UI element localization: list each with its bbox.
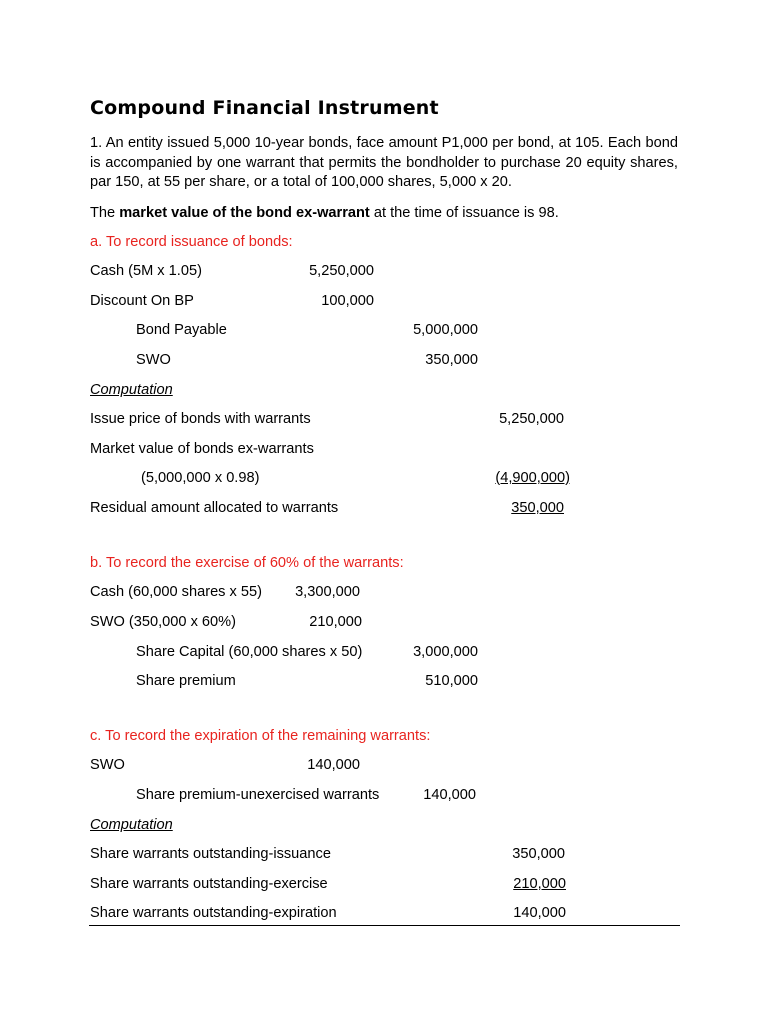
problem-statement: 1. An entity issued 5,000 10-year bonds, face amount P1,000 per bond, at 105. Each bond is accompanied by one warrant that permits the bondholder to purchase 20 equity shares, par 150, at 55 per share, or a total of 100,000 shares, 5,000 x 20. (90, 135, 678, 191)
computation-a-label: Computation (90, 382, 173, 398)
market-value-emphasis: market value of the bond ex-warrant (119, 205, 370, 221)
comp-a2-label: Market value of bonds ex-warrants (90, 441, 314, 457)
entry-c2-credit: 140,000 (423, 787, 476, 803)
section-b-heading: b. To record the exercise of 60% of the warrants: (90, 555, 404, 571)
comp-a4-label: Residual amount allocated to warrants (90, 500, 339, 516)
comp-c3-label: Share warrants outstanding-expiration (90, 905, 337, 921)
entry-a4-credit: 350,000 (425, 352, 478, 368)
comp-a1-amount: 5,250,000 (499, 411, 564, 427)
bottom-divider (89, 925, 680, 926)
entry-c1-account: SWO (90, 757, 125, 773)
market-value-prefix: The (90, 205, 120, 221)
entry-a3-account: Bond Payable (136, 322, 227, 338)
section-a-heading: a. To record issuance of bonds: (90, 234, 293, 250)
comp-a1-label: Issue price of bonds with warrants (90, 411, 311, 427)
entry-b3-credit: 3,000,000 (413, 644, 478, 660)
entry-a4-account: SWO (136, 352, 171, 368)
entry-a3-credit: 5,000,000 (413, 322, 478, 338)
comp-a3-label: (5,000,000 x 0.98) (141, 470, 260, 486)
comp-c1-amount: 350,000 (512, 846, 565, 862)
entry-b1-debit: 3,300,000 (295, 584, 360, 600)
entry-a2-account: Discount On BP (90, 293, 194, 309)
entry-a2-debit: 100,000 (321, 293, 374, 309)
comp-a4-amount: 350,000 (511, 500, 564, 516)
comp-c2-amount: 210,000 (513, 876, 566, 892)
comp-a3-amount: (4,900,000) (495, 470, 570, 486)
comp-c2-label: Share warrants outstanding-exercise (90, 876, 328, 892)
entry-b4-account: Share premium (136, 673, 236, 689)
comp-c1-label: Share warrants outstanding-issuance (90, 846, 331, 862)
entry-c2-account: Share premium-unexercised warrants (136, 787, 380, 803)
market-value-suffix: at the time of issuance is 98. (369, 205, 559, 221)
page-title: Compound Financial Instrument (90, 97, 439, 119)
entry-b2-account: SWO (350,000 x 60%) (90, 614, 237, 630)
section-c-heading: c. To record the expiration of the remaining warrants: (90, 728, 431, 744)
entry-b4-credit: 510,000 (425, 673, 478, 689)
computation-c-label: Computation (90, 817, 173, 833)
entry-b1-account: Cash (60,000 shares x 55) (90, 584, 262, 600)
entry-a1-account: Cash (5M x 1.05) (90, 263, 202, 279)
entry-a1-debit: 5,250,000 (309, 263, 374, 279)
entry-c1-debit: 140,000 (307, 757, 360, 773)
market-value-sentence (90, 204, 559, 222)
entry-b3-account: Share Capital (60,000 shares x 50) (136, 644, 363, 660)
entry-b2-debit: 210,000 (309, 614, 362, 630)
comp-c3-amount: 140,000 (513, 905, 566, 921)
